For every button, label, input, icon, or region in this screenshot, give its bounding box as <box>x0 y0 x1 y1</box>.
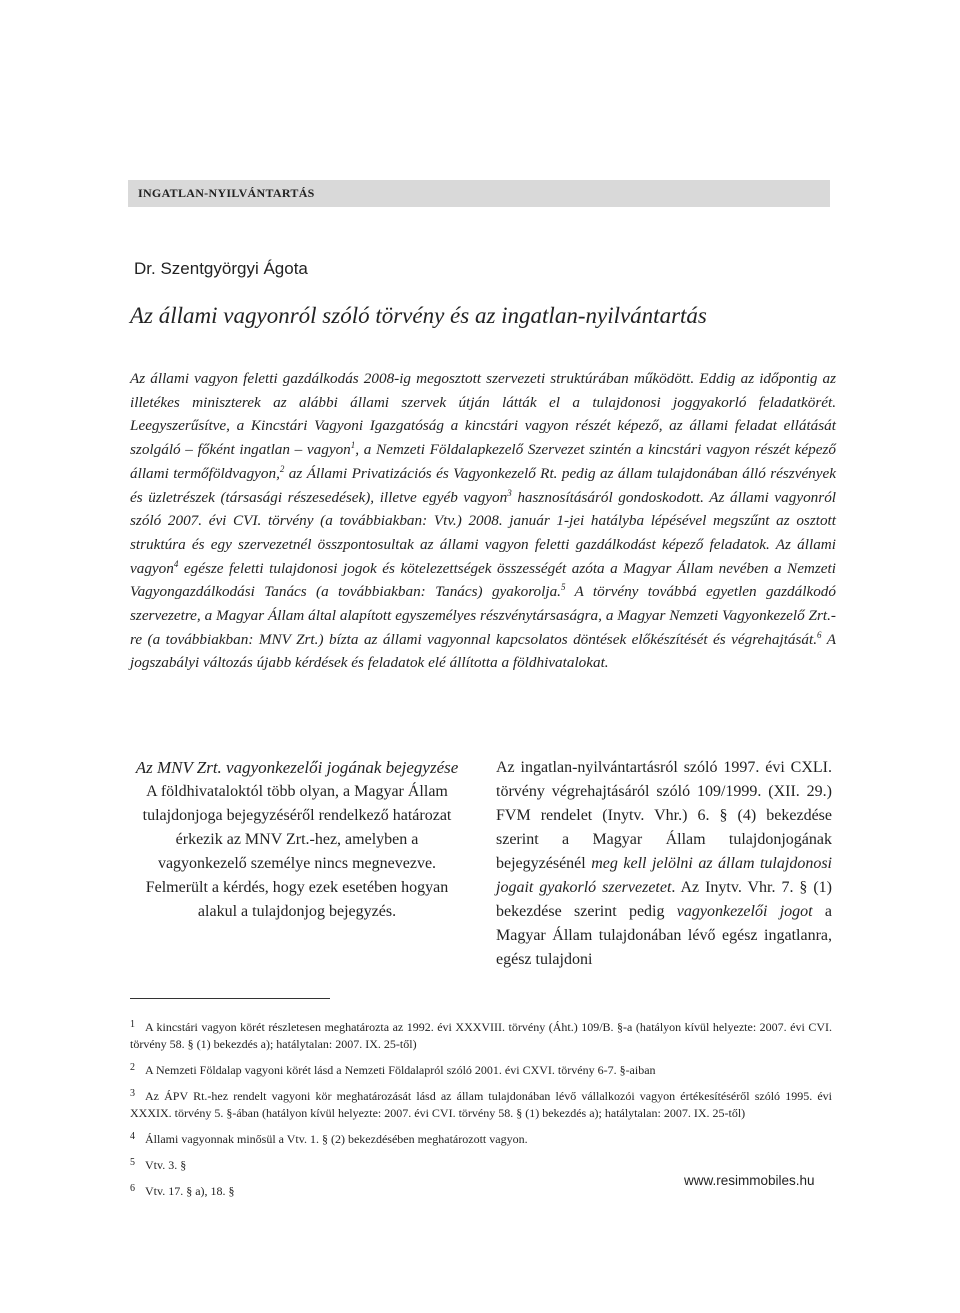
footnote-text: Vtv. 17. § a), 18. § <box>145 1184 235 1198</box>
footnote-number: 3 <box>130 1088 135 1099</box>
footnote-text: Az ÁPV Rt.-hez rendelt vagyoni kör meghatározását lásd az állam tulajdonában lévő vállalkozói vagyon értékesítéséről szóló 1995. évi XXXIX. törvény 5. §-ában (hatályon kívül helyezte: 2007. évi CVI. törvény 58. § (1) bekezdés a); hatálytalan: 2007. IX. 25-től) <box>130 1089 832 1120</box>
body-text: a Magyar Állam tulajdonában lévő egész ingatlanra, egész tulajdoni <box>496 903 832 968</box>
footnote-text: A Nemzeti Földalap vagyoni körét lásd a Nemzeti Földalapról szóló 2001. évi CXVI. törvény 6-7. §-aiban <box>145 1063 656 1077</box>
footnote-number: 5 <box>130 1157 135 1168</box>
footnote-text: A kincstári vagyon körét részletesen meghatározta az 1992. évi XXXVIII. törvény (Áht.) 109/B. §-a (hatályon kívül helyezte: 2007. évi CVI. törvény 58. § (1) bekezdés a); hatálytalan: 2007. IX. 25-től) <box>130 1020 832 1051</box>
footnote-text: Vtv. 3. § <box>145 1158 187 1172</box>
footnote-number: 4 <box>130 1131 135 1142</box>
emphasis-text: vagyonkezelői jogot <box>676 903 813 920</box>
footnote-ref[interactable]: 6 <box>817 629 822 640</box>
section-label: INGATLAN-NYILVÁNTARTÁS <box>138 186 315 200</box>
section-header-bar <box>128 180 830 207</box>
footnote-item <box>130 1128 832 1148</box>
abstract-text: Az állami vagyon feletti gazdálkodás 2008-ig megosztott szervezeti struktúrában működött. Eddig az időpontig az illetékes miniszterek az alábbi állami szervek útján látták el a tulajdonosi joggyakorló feladatkörét. Leegyszerűsítve, a Kincstári Vagyoni Igazgatóság a kincstári vagyon részét képező, az állami feladat ellátását szolgáló – főként ingatlan – vagyon <box>130 370 836 459</box>
article-title: Az állami vagyonról szóló törvény és az ingatlan-nyilvántartás <box>130 303 707 328</box>
website-link[interactable]: www.resimmobiles.hu <box>684 1173 815 1188</box>
footnote-text: Állami vagyonnak minősül a Vtv. 1. § (2) bekezdésében meghatározott vagyon. <box>145 1132 528 1146</box>
footnote-number: 2 <box>130 1062 135 1073</box>
body-text: . Az Inytv. Vhr. 7. § (1) bekezdése szerint pedig <box>496 879 833 920</box>
footnote-ref[interactable]: 5 <box>560 582 566 593</box>
footnote-item <box>130 1016 832 1053</box>
emphasis-text: meg kell jelölni az állam tulajdonosi jogait gyakorló szervezetet <box>496 855 832 896</box>
section-subheading: Az MNV Zrt. vagyonkezelői jogának bejegyzése <box>135 758 459 777</box>
footnote-divider <box>130 998 330 999</box>
footnote-ref[interactable]: 3 <box>507 487 512 498</box>
footnote-item <box>130 1154 832 1174</box>
abstract-paragraph <box>130 367 836 675</box>
right-column <box>496 756 832 972</box>
footnote-ref[interactable]: 2 <box>279 463 285 474</box>
footnote-ref[interactable]: 1 <box>350 440 356 451</box>
footnote-item <box>130 1059 832 1079</box>
abstract-text: egésze feletti tulajdonosi jogok és kötelezettségek összességét azóta a Magyar Állam nevében a Nemzeti Vagyongazdálkodási Tanács (a továbbiakban: Tanács) gyakorolja. <box>130 559 836 601</box>
abstract-text: A törvény továbbá egyetlen gazdálkodó szervezetre, a Magyar Állam által alapított egyszemélyes részvénytársaságra, a Magyar Nemzeti Vagyonkezelő Zrt.-re (a továbbiakban: MNV Zrt.) bízta az állami vagyonnal kapcsolatos döntések előkészítését és végrehajtását. <box>130 583 836 648</box>
abstract-text: hasznosításáról gondoskodott. Az állami vagyonról szóló 2007. évi CVI. törvény (a továbbiakban: Vtv.) 2008. január 1-jei hatályba lépésével megszűnt az osztott struktúra és egy szervezetnél összpontosultak az állami vagyon feletti gazdálkodást képező feladatok. Az állami vagyon <box>130 488 837 577</box>
body-text: Az ingatlan-nyilvántartásról szóló 1997. évi CXLI. törvény végrehajtásáról szóló 109/1999. (XII. 29.) FVM rendelet (Inytv. Vhr.) 6. § (4) bekezdése szerint a Magyar Állam tulajdonjogának bejegyzésénél <box>496 759 832 872</box>
footnote-item <box>130 1085 832 1122</box>
author-name: Dr. Szentgyörgyi Ágota <box>134 259 308 278</box>
footnote-number: 6 <box>130 1183 135 1194</box>
left-column-body: A földhivataloktól több olyan, a Magyar Állam tulajdonjoga bejegyzéséről rendelkező határozat érkezik az MNV Zrt.-hez, amelyben a vagyonkezelő személye nincs megnevezve. Felmerült a kérdés, hogy ezek esetében hogyan alakul a tulajdonjog bejegyzés. <box>142 783 452 920</box>
footnote-ref[interactable]: 4 <box>173 558 179 569</box>
left-column <box>130 756 464 924</box>
abstract-text: A jogszabályi változás újabb kérdések és feladatok elé állította a földhivatalokat. <box>130 630 836 672</box>
abstract-text: az Állami Privatizációs és Vagyonkezelő Rt. pedig az állam tulajdonában álló részvények és üzletrészek (társasági részesedések), illetve egyéb vagyon <box>130 464 836 506</box>
right-column-body <box>496 756 832 972</box>
footnote-number: 1 <box>130 1019 135 1030</box>
abstract-text: , a Nemzeti Földalapkezelő Szervezet szintén a kincstári vagyon részét képező állami termőföldvagyon, <box>130 441 836 482</box>
